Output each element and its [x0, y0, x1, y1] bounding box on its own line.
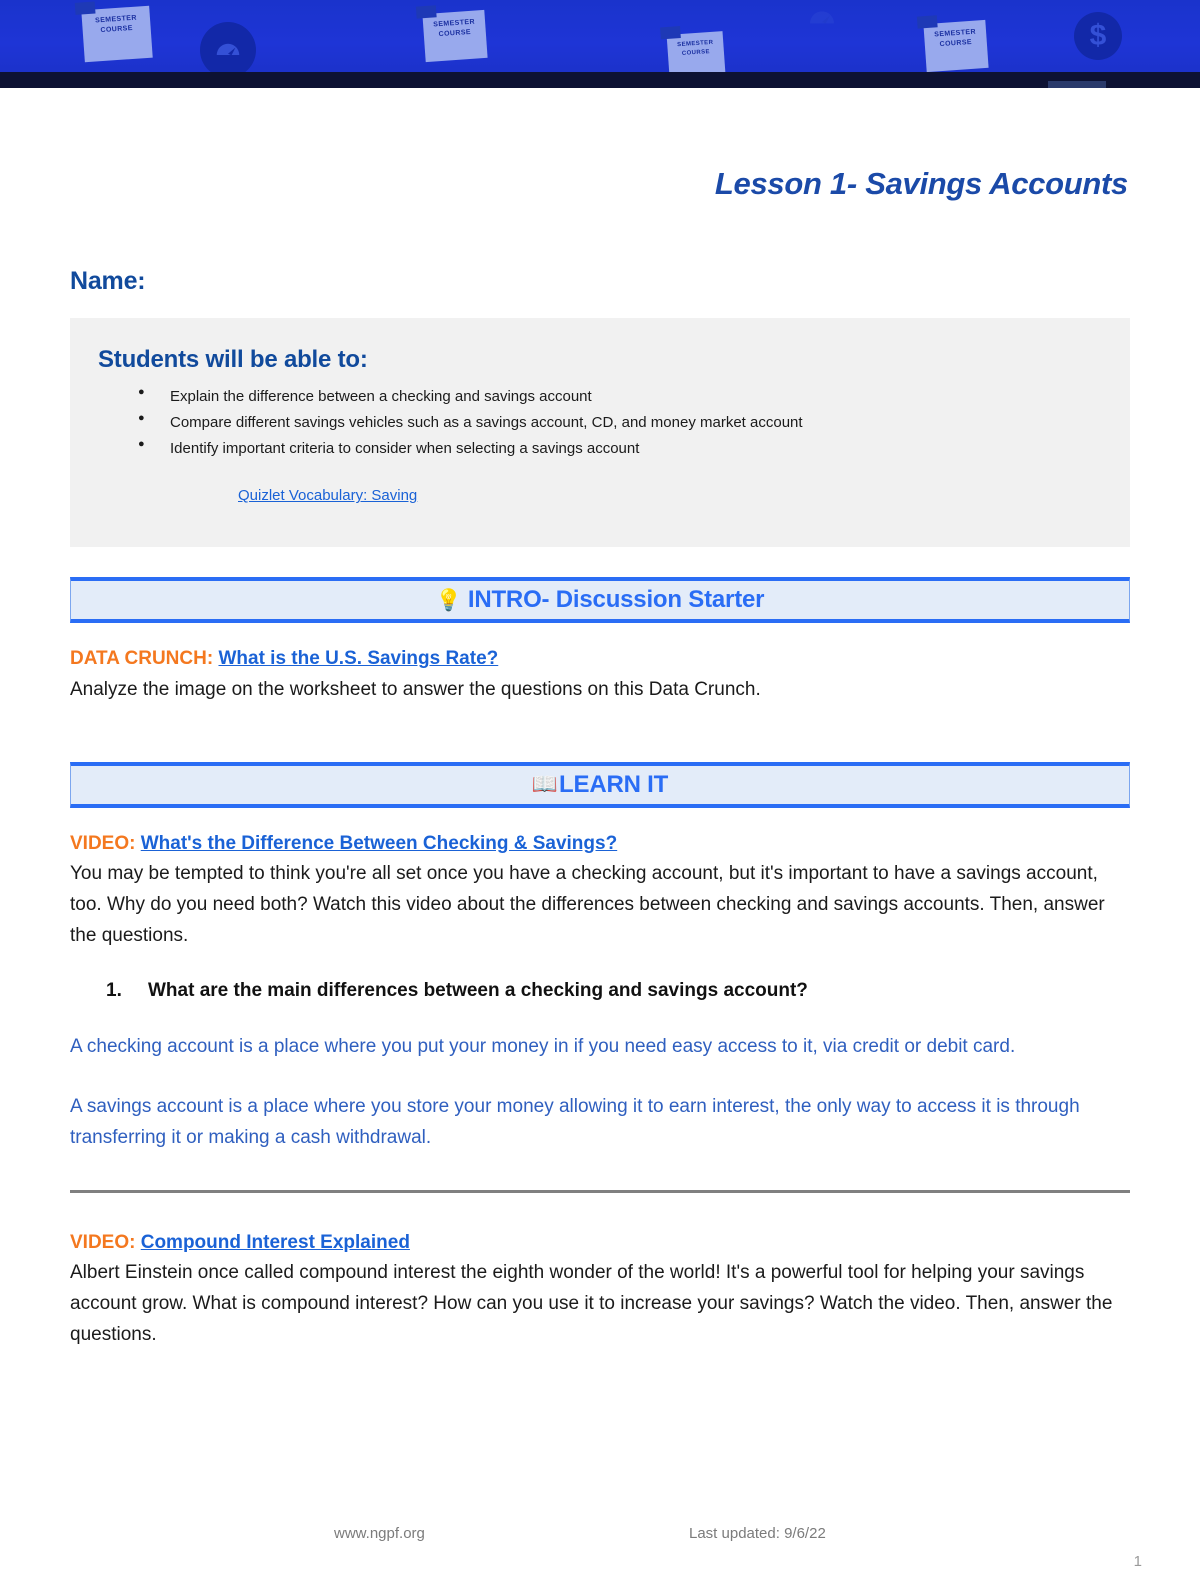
card-shadow [416, 5, 437, 18]
document-page [0, 166, 1200, 1351]
semester-course-card-line2: COURSE [438, 29, 472, 39]
list-item: ● Identify important criteria to consider when selecting a savings account [98, 436, 1130, 462]
semester-course-card-line1: SEMESTER [94, 14, 138, 25]
list-item: ● Compare different savings vehicles such as a savings account, CD, and money market account [98, 410, 1130, 436]
video-one-link[interactable]: What's the Difference Between Checking & Savings? [140, 832, 618, 854]
data-crunch-heading [70, 645, 1130, 673]
list-item: ● Explain the difference between a checking and savings account [98, 384, 1130, 410]
page-title: Lesson 1- Savings Accounts [714, 166, 1128, 201]
objectives-list [70, 384, 1130, 461]
banner-bottom-strip [0, 72, 1200, 88]
footer-page-number: 1 [1133, 1553, 1142, 1570]
video-two-kicker: VIDEO: [70, 1231, 136, 1253]
semester-course-card [81, 6, 152, 63]
semester-course-card [923, 20, 988, 72]
student-answer-paragraph-1[interactable]: A checking account is a place where you put your money in if you need easy access to it, via credit or debit card. [70, 1035, 1016, 1057]
objectives-heading: Students will be able to: [98, 346, 368, 373]
question-number: 1. [106, 979, 122, 1001]
semester-course-card-line2: COURSE [681, 48, 711, 57]
footer-last-updated: Last updated: 9/6/22 [689, 1525, 826, 1542]
video-two-body: Albert Einstein once called compound interest the eighth wonder of the world! It's a powerful tool for helping your savings account grow. What is compound interest? How can you use it to increase your savings? Watch the video. Then, answer the questions. [70, 1262, 1113, 1345]
data-crunch-body: Analyze the image on the worksheet to answer the questions on this Data Crunch. [70, 678, 761, 700]
card-shadow [75, 1, 96, 14]
footer-website: www.ngpf.org [334, 1525, 425, 1542]
learn-it-section-label: LEARN IT [559, 770, 669, 798]
question-text: What are the main differences between a checking and savings account? [148, 979, 808, 1001]
card-shadow [917, 15, 938, 28]
page-header-banner [0, 0, 1200, 88]
lightbulb-icon: 💡 [435, 588, 462, 612]
speedometer-ghost-icon [806, 2, 838, 39]
semester-course-card [422, 10, 487, 62]
question-list [70, 980, 1130, 1002]
dollar-sign-glyph: $ [1089, 19, 1107, 52]
data-crunch-block [70, 645, 1130, 705]
objectives-box [70, 318, 1130, 547]
video-two-heading [70, 1229, 1130, 1257]
video-two-block [70, 1229, 1130, 1351]
video-two-link[interactable]: Compound Interest Explained [140, 1231, 410, 1253]
banner-strip-accent [1048, 81, 1106, 88]
intro-section-label: INTRO- Discussion Starter [467, 586, 765, 614]
intro-section-banner [70, 577, 1130, 623]
quizlet-vocabulary-link[interactable]: Quizlet Vocabulary: Saving [238, 487, 418, 505]
semester-course-card-line1: SEMESTER [433, 18, 476, 29]
semester-course-card-line2: COURSE [100, 25, 134, 35]
speedometer-icon [200, 22, 256, 78]
card-shadow [660, 26, 681, 39]
data-crunch-kicker: DATA CRUNCH: [70, 648, 214, 670]
name-field-label: Name: [70, 267, 146, 295]
learn-it-section-banner [70, 762, 1130, 808]
dollar-coin-icon [1074, 12, 1122, 60]
video-one-kicker: VIDEO: [70, 832, 136, 854]
video-one-heading [70, 830, 1130, 858]
semester-course-card-line2: COURSE [939, 39, 973, 49]
section-divider [70, 1190, 1130, 1193]
student-answer-paragraph-2[interactable]: A savings account is a place where you store your money allowing it to earn interest, the only way to access it is through transferring it or making a cash withdrawal. [70, 1096, 1080, 1149]
open-book-icon: 📖 [531, 773, 559, 797]
semester-course-card-line1: SEMESTER [934, 28, 977, 39]
semester-course-card-line1: SEMESTER [677, 39, 714, 49]
data-crunch-link[interactable]: What is the U.S. Savings Rate? [218, 648, 499, 670]
video-one-block [70, 830, 1130, 1154]
semester-course-card [667, 31, 726, 77]
question-item [70, 980, 1130, 1002]
video-one-body: You may be tempted to think you're all set once you have a checking account, but it's important to have a savings account, too. Why do you need both? Watch this video about the differences between checking and savings accounts. Then, answer the questions. [70, 863, 1105, 946]
quizlet-link-wrap [70, 487, 1130, 505]
